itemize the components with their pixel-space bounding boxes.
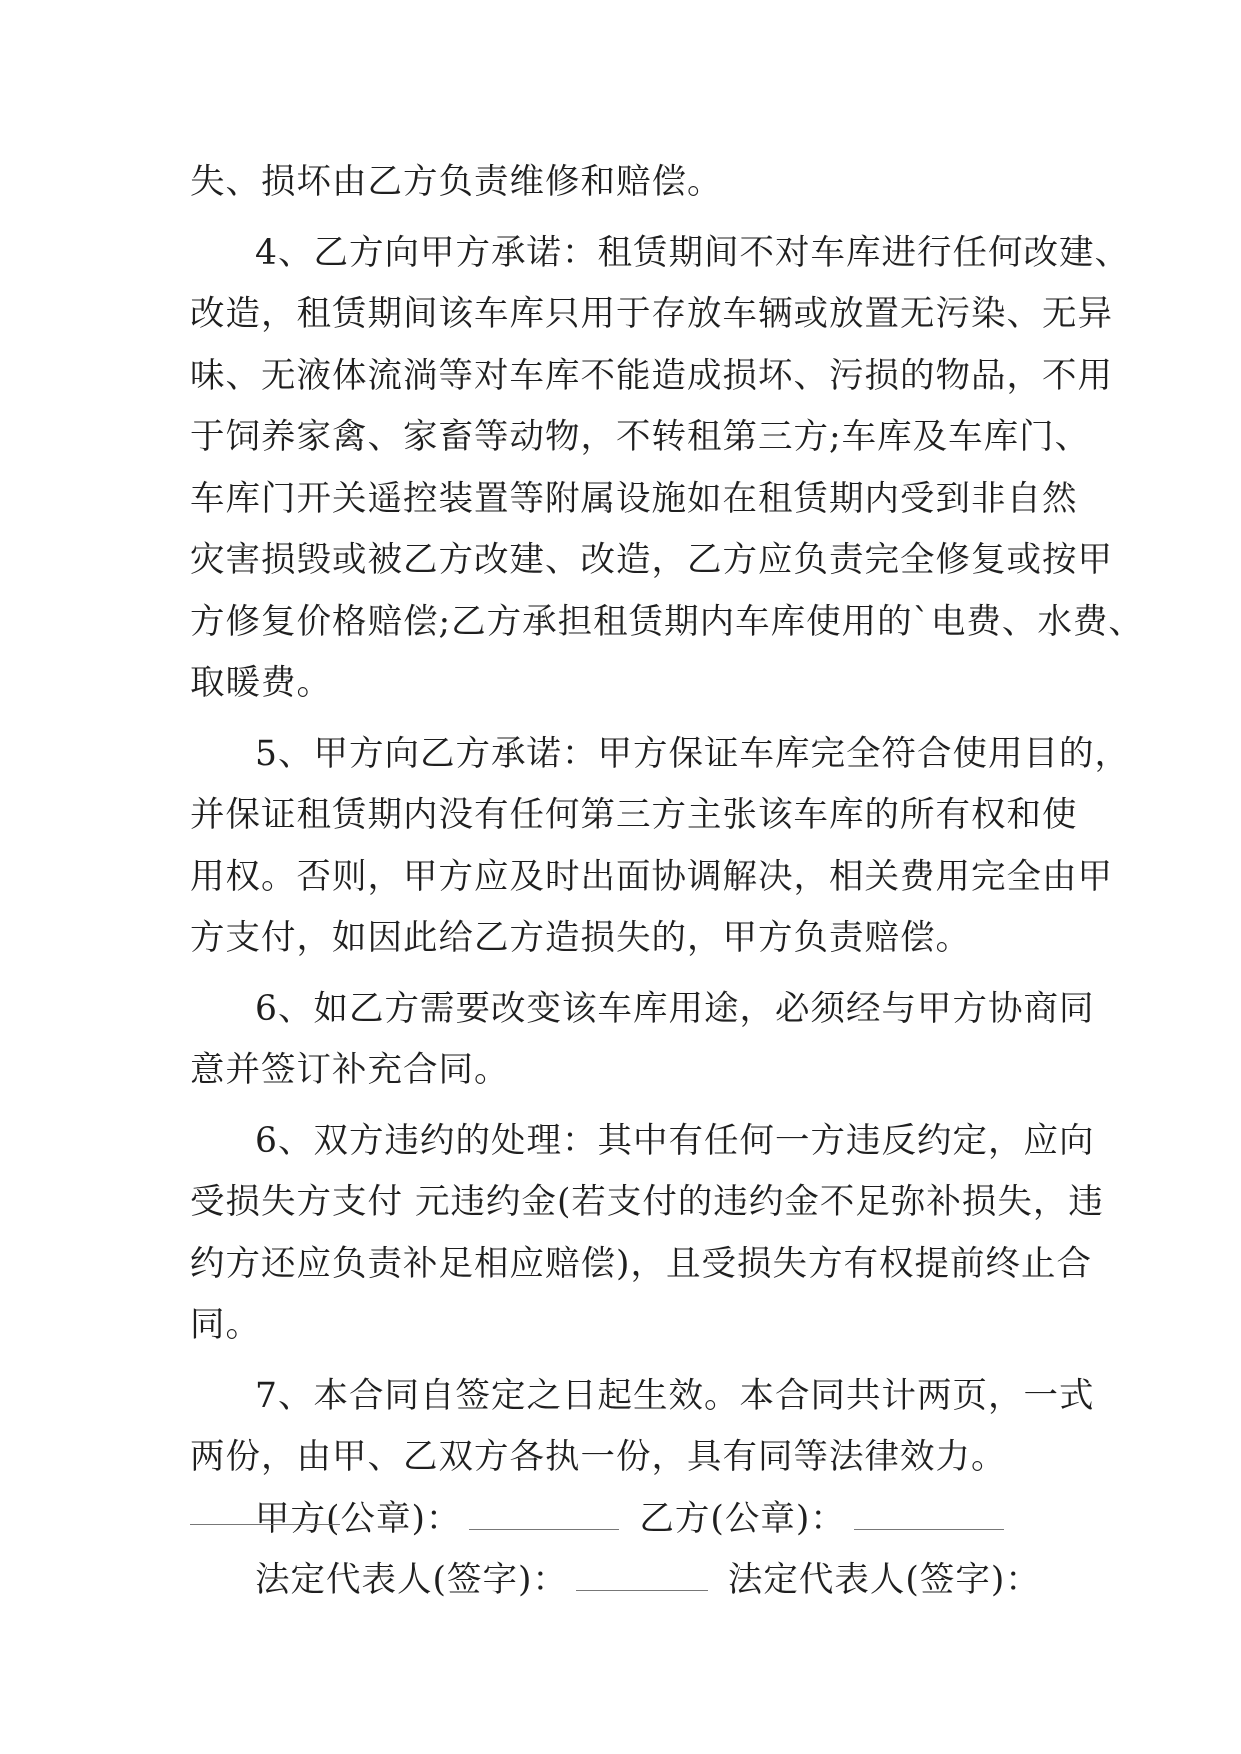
text-line: 灾害损毁或被乙方改建、改造，乙方应负责完全修复或按甲 bbox=[190, 540, 1113, 580]
party-b-rep-blank bbox=[190, 1524, 340, 1525]
party-a-rep-blank bbox=[576, 1566, 708, 1591]
text-line: 同。 bbox=[190, 1305, 261, 1345]
text-line: 用权。否则，甲方应及时出面协调解决，相关费用完全由甲 bbox=[190, 856, 1113, 897]
party-b-seal-blank bbox=[854, 1505, 1004, 1530]
text-line: 并保证租赁期内没有任何第三方主张该车库的所有权和使 bbox=[190, 795, 1078, 835]
text-line: 约方还应负责补足相应赔偿)，且受损失方有权提前终止合 bbox=[190, 1243, 1092, 1284]
text-line: 意并签订补充合同。 bbox=[190, 1050, 510, 1090]
clause-6b-line: 6、双方违约的处理：其中有任何一方违反约定，应向 bbox=[255, 1120, 1095, 1161]
text-line: 方修复价格赔偿;乙方承担租赁期内车库使用的`电费、水费、 bbox=[190, 601, 1144, 642]
representative-row bbox=[190, 1550, 1070, 1612]
text-line: 车库门开关遥控装置等附属设施如在租赁期内受到非自然 bbox=[190, 478, 1078, 519]
party-a-rep-label: 法定代表人(签字)： bbox=[255, 1560, 568, 1600]
text-line: 改造，租赁期间该车库只用于存放车辆或放置无污染、无异 bbox=[190, 294, 1113, 334]
party-a-seal-blank bbox=[469, 1505, 619, 1530]
clause-6-line: 6、如乙方需要改变该车库用途，必须经与甲方协商同 bbox=[255, 988, 1095, 1029]
seal-row bbox=[190, 1489, 1070, 1551]
clause-7-line: 7、本合同自签定之日起生效。本合同共计两页，一式 bbox=[255, 1375, 1095, 1416]
text-line: 失、损坏由乙方负责维修和赔偿。 bbox=[190, 162, 723, 202]
party-b-rep-label: 法定代表人(签字)： bbox=[727, 1560, 1041, 1600]
text-line: 方支付，如因此给乙方造损失的，甲方负责赔偿。 bbox=[190, 918, 971, 958]
text-line: 取暖费。 bbox=[190, 663, 332, 703]
party-a-seal-label: 甲方(公章)： bbox=[255, 1498, 462, 1539]
text-line: 于饲养家禽、家畜等动物，不转租第三方;车库及车库门、 bbox=[190, 417, 1091, 457]
contract-body bbox=[190, 152, 1144, 1612]
text-line: 味、无液体流淌等对车库不能造成损坏、污损的物品，不用 bbox=[190, 355, 1113, 396]
clause-4-line: 4、乙方向甲方承诺：租赁期间不对车库进行任何改建、 bbox=[255, 232, 1130, 273]
text-line: 两份，由甲、乙双方各执一份，具有同等法律效力。 bbox=[190, 1437, 1007, 1477]
clause-5-line: 5、甲方向乙方承诺：甲方保证车库完全符合使用目的， bbox=[255, 733, 1130, 774]
text-line: 受损失方支付 元违约金(若支付的违约金不足弥补损失，违 bbox=[190, 1182, 1104, 1222]
party-b-seal-label: 乙方(公章)： bbox=[639, 1498, 846, 1539]
